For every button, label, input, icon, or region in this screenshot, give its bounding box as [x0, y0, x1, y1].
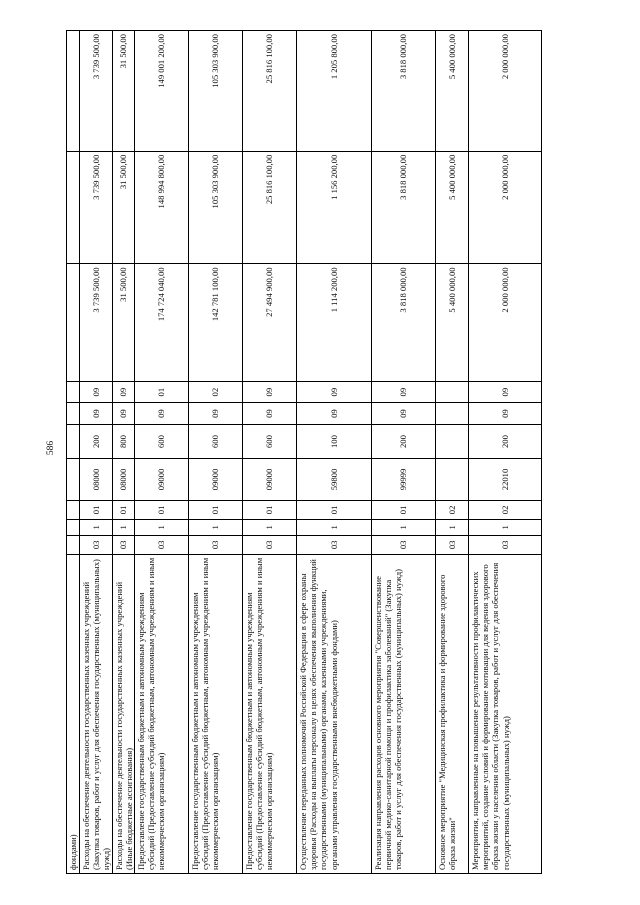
subcode-cell [67, 520, 79, 536]
row-name-cell: Реализация направления расходов основного мероприятия "Совершенствование первичной медико-санитарной помощи и профилактика заболеваний" (Закупка товаров, работ и услуг для обеспечения государственных (муниципальных) нужд) [373, 568, 404, 870]
target-code-cell [67, 459, 79, 501]
target-code-cell [436, 459, 468, 501]
amount-year1-cell: 3 818 000,00 [372, 264, 435, 382]
subsection-cell: 09 [113, 382, 134, 403]
subcode-cell: 1 [436, 520, 468, 536]
target-code-cell: 09000 [243, 459, 296, 501]
amount-year3-cell: 31 500,00 [113, 31, 134, 152]
amount-year2-cell: 5 400 000,00 [436, 152, 468, 265]
code-cell: 03 [436, 536, 468, 555]
expense-type-cell: 200 [372, 425, 435, 459]
amount-year1-cell: 3 739 500,00 [80, 264, 112, 382]
subcode-cell: 1 [135, 520, 188, 536]
page-number: 586 [46, 440, 57, 456]
table-row [112, 30, 134, 874]
target-code-cell: 08000 [80, 459, 112, 501]
section-cell [67, 403, 79, 425]
subsection-cell [67, 382, 79, 403]
amount-year2-cell: 105 303 900,00 [189, 152, 242, 265]
amount-year2-cell [67, 152, 79, 265]
group-cell: 01 [243, 501, 296, 520]
group-cell: 01 [297, 501, 371, 520]
subsection-cell: 09 [469, 382, 541, 403]
section-cell: 09 [80, 403, 112, 425]
row-name-cell: Предоставление государственным бюджетным и автономным учреждениям субсидий (Предоставление субсидий бюджетным, автономным учреждениям и иным некоммерческим организациям) [244, 557, 275, 870]
rotated-sheet [66, 30, 582, 874]
row-name-cell: Расходы на обеспечение деятельности государственных казенных учреждений (Иные бюджетные ассигнования) [114, 581, 134, 870]
expense-type-cell: 200 [469, 425, 541, 459]
section-cell: 09 [189, 403, 242, 425]
code-cell: 03 [189, 536, 242, 555]
subcode-cell: 1 [80, 520, 112, 536]
amount-year1-cell: 2 000 000,00 [469, 264, 541, 382]
code-cell: 03 [243, 536, 296, 555]
section-cell: 09 [372, 403, 435, 425]
code-cell: 03 [135, 536, 188, 555]
table-row [66, 30, 79, 874]
amount-year2-cell: 31 500,00 [113, 152, 134, 265]
group-cell: 01 [135, 501, 188, 520]
target-code-cell: 09000 [189, 459, 242, 501]
row-name-cell: Основное мероприятие "Медицинская профилактика и формирование здорового образа жизни" [437, 574, 458, 870]
subcode-cell: 1 [113, 520, 134, 536]
subcode-cell: 1 [372, 520, 435, 536]
subsection-cell: 09 [80, 382, 112, 403]
table-row [468, 30, 542, 874]
section-cell: 09 [469, 403, 541, 425]
target-code-cell: 99999 [372, 459, 435, 501]
group-cell: 01 [113, 501, 134, 520]
subsection-cell: 09 [297, 382, 371, 403]
table-row [435, 30, 468, 874]
expense-type-cell: 600 [189, 425, 242, 459]
code-cell: 03 [80, 536, 112, 555]
group-cell: 02 [436, 501, 468, 520]
subsection-cell: 09 [243, 382, 296, 403]
budget-table [66, 30, 582, 874]
target-code-cell: 09000 [135, 459, 188, 501]
amount-year3-cell: 5 400 000,00 [436, 31, 468, 152]
amount-year1-cell: 5 400 000,00 [436, 264, 468, 382]
amount-year2-cell: 3 818 000,00 [372, 152, 435, 265]
amount-year1-cell: 31 500,00 [113, 264, 134, 382]
expense-type-cell [436, 425, 468, 459]
expense-type-cell: 200 [80, 425, 112, 459]
code-cell: 03 [113, 536, 134, 555]
amount-year3-cell: 3 739 500,00 [80, 31, 112, 152]
expense-type-cell: 600 [135, 425, 188, 459]
section-cell: 09 [243, 403, 296, 425]
row-name-cell: Мероприятия, направленные на повышение результативности профилактических мероприятий, создание условий и формирование мотивации для ведения здорового образа жизни у населения области (Закупка товаров, работ и услуг для обеспечения государственных (муниципальных) нужд) [470, 562, 511, 870]
amount-year1-cell: 142 781 100,00 [189, 264, 242, 382]
amount-year2-cell: 3 739 500,00 [80, 152, 112, 265]
section-cell: 09 [113, 403, 134, 425]
table-row [242, 30, 296, 874]
target-code-cell: 08000 [113, 459, 134, 501]
amount-year1-cell [67, 264, 79, 382]
code-cell: 03 [372, 536, 435, 555]
section-cell: 09 [297, 403, 371, 425]
amount-year3-cell: 25 816 100,00 [243, 31, 296, 152]
subsection-cell: 09 [372, 382, 435, 403]
amount-year1-cell: 174 724 040,00 [135, 264, 188, 382]
table-row [79, 30, 112, 874]
section-cell: 09 [135, 403, 188, 425]
subsection-cell [436, 382, 468, 403]
group-cell [67, 501, 79, 520]
expense-type-cell [67, 425, 79, 459]
target-code-cell: 59800 [297, 459, 371, 501]
table-row [134, 30, 188, 874]
row-name-cell: Осуществление переданных полномочий Российской Федерации в сфере охраны здоровья (Расходы на выплаты персоналу в целях обеспечения выполнения функций государственными (муниципальными) органами, казенными учреждениями, органами управления государственными внебюджетными фондами) [298, 559, 339, 870]
amount-year1-cell: 1 114 200,00 [297, 264, 371, 382]
amount-year2-cell: 148 994 800,00 [135, 152, 188, 265]
code-cell: 03 [297, 536, 371, 555]
amount-year3-cell: 105 303 900,00 [189, 31, 242, 152]
subcode-cell: 1 [297, 520, 371, 536]
amount-year3-cell: 2 000 000,00 [469, 31, 541, 152]
row-name-cell: Предоставление государственным бюджетным и автономным учреждениям субсидий (Предоставление субсидий бюджетным, автономным учреждениям и иным некоммерческим организациям) [136, 557, 167, 870]
subsection-cell: 01 [135, 382, 188, 403]
code-cell [67, 536, 79, 555]
amount-year2-cell: 2 000 000,00 [469, 152, 541, 265]
table-row [188, 30, 242, 874]
target-code-cell: 22010 [469, 459, 541, 501]
expense-type-cell: 800 [113, 425, 134, 459]
amount-year1-cell: 27 494 900,00 [243, 264, 296, 382]
amount-year3-cell: 1 205 800,00 [297, 31, 371, 152]
group-cell: 01 [189, 501, 242, 520]
section-cell [436, 403, 468, 425]
amount-year3-cell: 3 818 000,00 [372, 31, 435, 152]
row-name-cell: Предоставление государственным бюджетным и автономным учреждениям субсидий (Предоставление субсидий бюджетным, автономным учреждениям и иным некоммерческим организациям) [190, 557, 221, 870]
amount-year3-cell [67, 31, 79, 152]
table-row [296, 30, 371, 874]
amount-year2-cell: 1 156 200,00 [297, 152, 371, 265]
expense-type-cell: 600 [243, 425, 296, 459]
subcode-cell: 1 [189, 520, 242, 536]
group-cell: 02 [469, 501, 541, 520]
expense-type-cell: 100 [297, 425, 371, 459]
subsection-cell: 02 [189, 382, 242, 403]
code-cell: 03 [469, 536, 541, 555]
amount-year3-cell: 149 001 200,00 [135, 31, 188, 152]
row-name-cell: фондами) [68, 834, 78, 870]
row-name-cell: Расходы на обеспечение деятельности государственных казенных учреждений (Закупка товаров, работ и услуг для обеспечения государственных (муниципальных) нужд) [81, 559, 112, 870]
subcode-cell: 1 [243, 520, 296, 536]
subcode-cell: 1 [469, 520, 541, 536]
table-row [371, 30, 435, 874]
amount-year2-cell: 25 816 100,00 [243, 152, 296, 265]
group-cell: 01 [372, 501, 435, 520]
group-cell: 01 [80, 501, 112, 520]
